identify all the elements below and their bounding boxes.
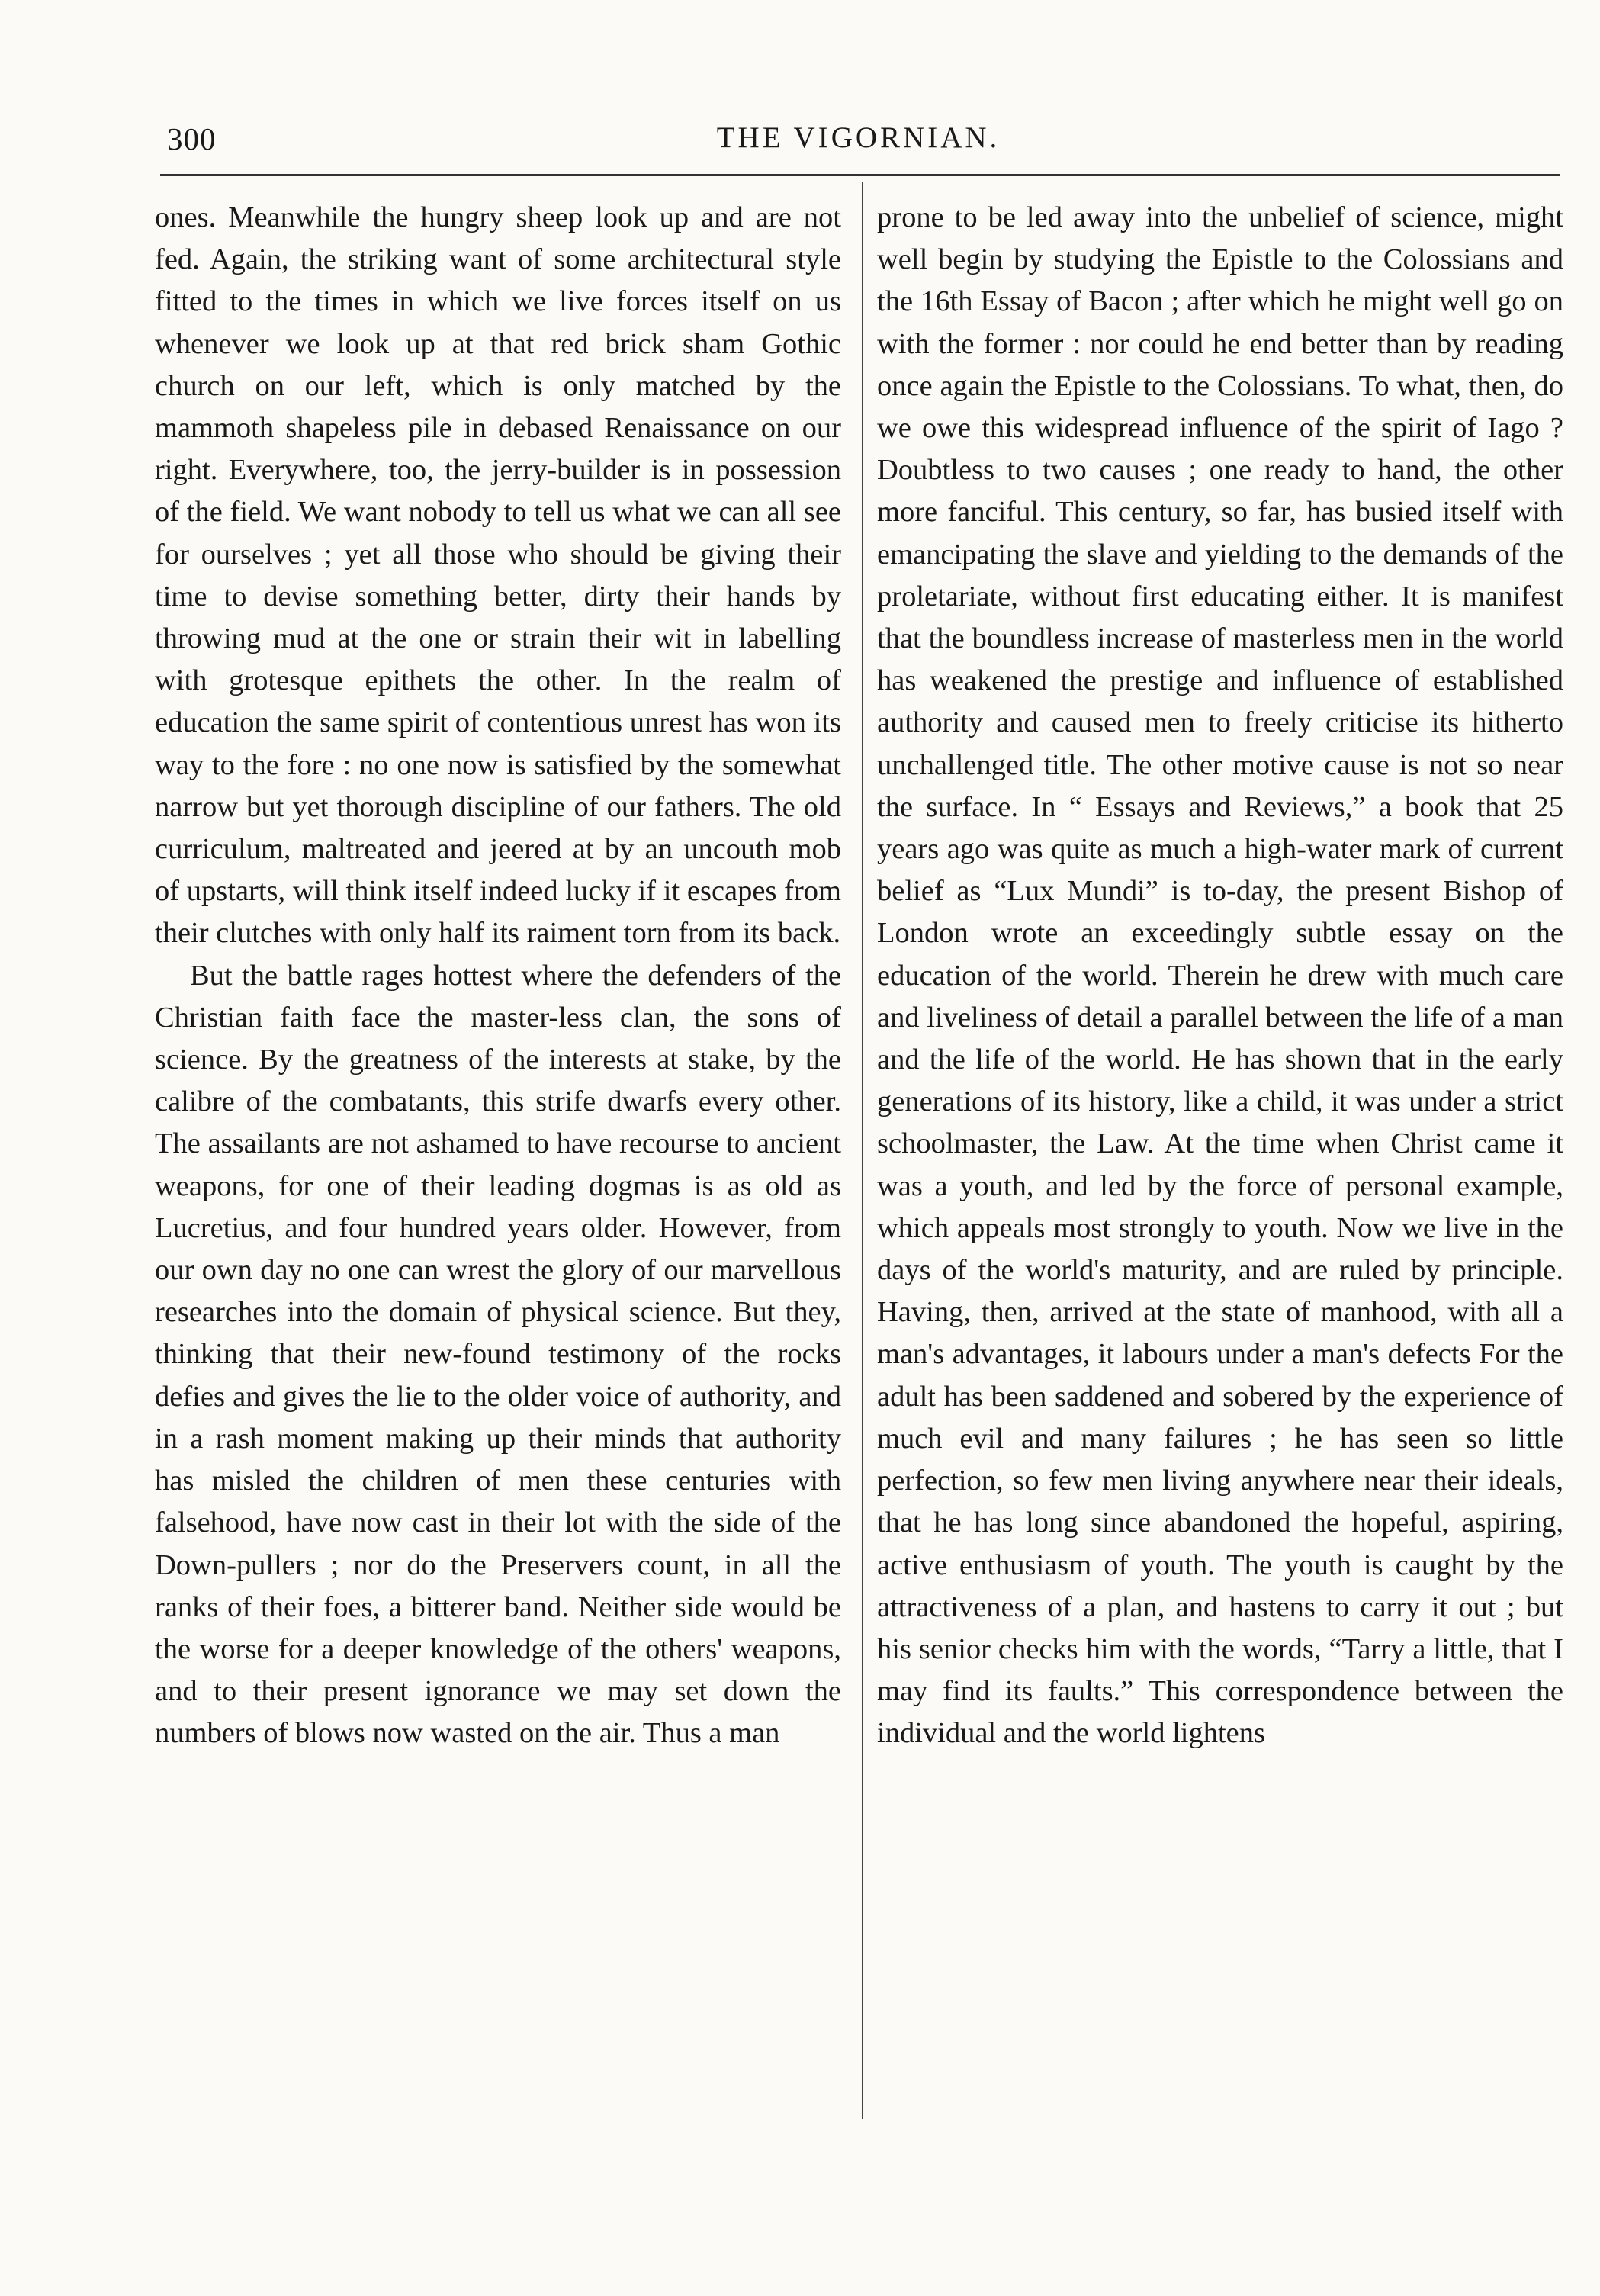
left-column <box>155 197 841 1755</box>
right-paragraph-1: prone to be led away into the unbelief of science, might well begin by studying the Epistle to the Colossians and the 16th Essay of Bacon ; after which he might well go on with the former : nor could he end better than by reading once again the Epistle to the Colossians. To what, then, do we owe this widespread influence of the spirit of Iago ? Doubtless to two causes ; one ready to hand, the other more fanciful. This century, so far, has busied itself with emancipating the slave and yielding to the demands of the proletariate, without first educating either. It is manifest that the boundless increase of masterless men in the world has weakened the prestige and influence of established authority and caused men to freely criticise its hitherto unchallenged title. The other motive cause is not so near the surface. In “ Essays and Reviews,” a book that 25 years ago was quite as much a high-water mark of current belief as “Lux Mundi” is to-day, the present Bishop of London wrote an exceedingly subtle essay on the education of the world. Therein he drew with much care and liveliness of detail a parallel between the life of a man and the life of the world. He has shown that in the early generations of its history, like a child, it was under a strict schoolmaster, the Law. At the time when Christ came it was a youth, and led by the force of personal example, which appeals most strongly to youth. Now we live in the days of the world's maturity, and are ruled by principle. Having, then, arrived at the state of manhood, with all a man's advantages, it labours under a man's defects For the adult has been saddened and sobered by the experience of much evil and many failures ; he has seen so little perfection, so few men living anywhere near their ideals, that he has long since abandoned the hopeful, aspiring, active enthusiasm of youth. The youth is caught by the attractiveness of a plan, and hastens to carry it out ; but his senior checks him with the words, “Tarry a little, that I may find its faults.” This correspondence between the individual and the world lightens <box>877 201 1563 1750</box>
left-paragraph-2: But the battle rages hottest where the defenders of the Christian faith face the master-less clan, the sons of science. By the greatness of the interests at stake, by the calibre of the combatants, this strife dwarfs every other. The assailants are not ashamed to have recourse to ancient weapons, for one of their leading dogmas is as old as Lucretius, and four hundred years older. However, from our own day no one can wrest the glory of our marvellous researches into the domain of physical science. But they, thinking that their new-found testimony of the rocks defies and gives the lie to the older voice of authority, and in a rash moment making up their minds that authority has misled the children of men these centuries with falsehood, have now cast in their lot with the side of the Down-pullers ; nor do the Preservers count, in all the ranks of their foes, a bitterer band. Neither side would be the worse for a deeper knowledge of the others' weapons, and to their present ignorance we may set down the numbers of blows now wasted on the air. Thus a man <box>155 959 841 1750</box>
column-divider <box>862 182 863 2119</box>
page-header <box>155 121 1562 166</box>
left-paragraph-1: ones. Meanwhile the hungry sheep look up and are not fed. Again, the striking want of some architectural style fitted to the times in which we live forces itself on us whenever we look up at that red brick sham Gothic church on our left, which is only matched by the mammoth shapeless pile in debased Renaissance on our right. Everywhere, too, the jerry-builder is in possession of the field. We want nobody to tell us what we can all see for ourselves ; yet all those who should be giving their time to devise something better, dirty their hands by throwing mud at the one or strain their wit in labelling with grotesque epithets the other. In the realm of education the same spirit of contentious unrest has won its way to the fore : no one now is satisfied by the somewhat narrow but yet thorough discipline of our fathers. The old curriculum, maltreated and jeered at by an uncouth mob of upstarts, will think itself indeed lucky if it escapes from their clutches with only half its raiment torn from its back. <box>155 201 841 950</box>
running-title: THE VIGORNIAN. <box>716 121 1001 154</box>
page-number: 300 <box>167 121 217 156</box>
right-column <box>877 197 1563 1755</box>
header-rule <box>160 174 1560 176</box>
